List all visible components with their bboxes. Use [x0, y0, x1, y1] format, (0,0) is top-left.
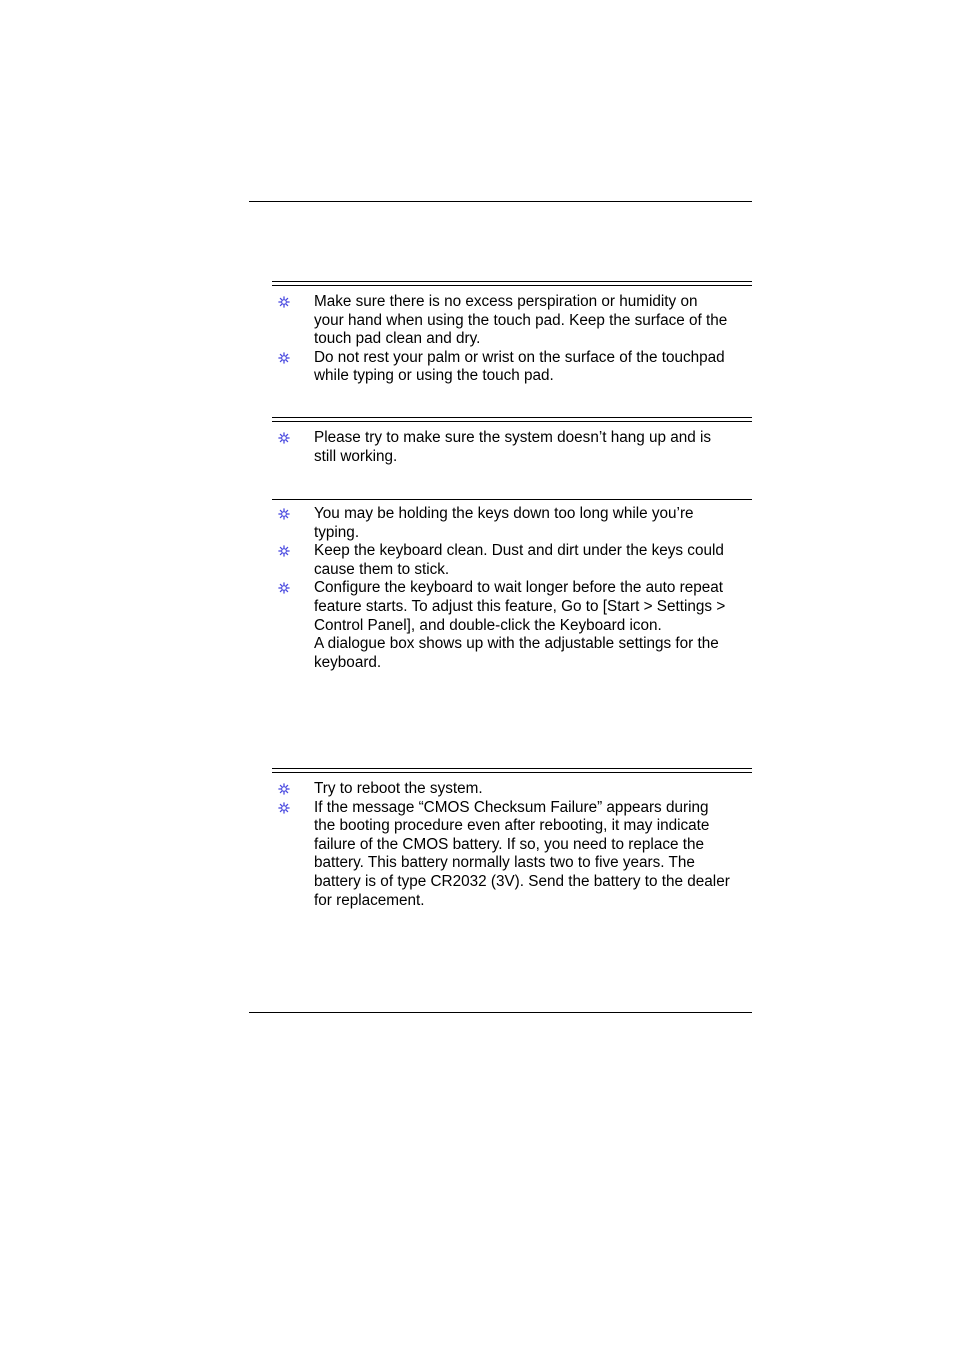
item-line: Make sure there is no excess perspiration or humidity on: [314, 293, 698, 310]
page-footer-rule: [249, 1012, 752, 1013]
bullet-list: [272, 780, 752, 910]
bullet-list: [272, 505, 752, 672]
asterisk-bullet-icon: [277, 431, 291, 445]
asterisk-bullet-icon: [277, 782, 291, 796]
list-item: [272, 293, 752, 349]
item-line: feature starts. To adjust this feature, Go to [Start > Settings >: [314, 597, 726, 615]
list-item: [272, 505, 752, 542]
section-divider: [272, 281, 752, 286]
list-item: [272, 429, 752, 466]
item-line: still working.: [314, 447, 398, 465]
touchpad-section: [272, 281, 752, 386]
item-line: the booting procedure even after rebooting, it may indicate: [314, 817, 710, 835]
item-line: keyboard.: [314, 653, 382, 671]
cmos-section: [272, 768, 752, 910]
keyboard-section: [272, 499, 752, 672]
system-hang-section: [272, 417, 752, 466]
item-line: Please try to make sure the system doesn’t hang up and is: [314, 429, 712, 446]
asterisk-bullet-icon: [277, 801, 291, 815]
bullet-list: [272, 429, 752, 466]
item-line: failure of the CMOS battery. If so, you need to replace the: [314, 835, 704, 853]
item-line: Configure the keyboard to wait longer before the auto repeat: [314, 579, 724, 597]
asterisk-bullet-icon: [277, 544, 291, 558]
asterisk-bullet-icon: [277, 351, 291, 365]
list-item: [272, 542, 752, 579]
item-line: typing.: [314, 523, 360, 541]
item-line: A dialogue box shows up with the adjustable settings for the: [314, 635, 719, 653]
asterisk-bullet-icon: [277, 507, 291, 521]
item-line: while typing or using the touch pad.: [314, 367, 554, 385]
item-line: battery. This battery normally lasts two to five years. The: [314, 854, 695, 872]
item-line: your hand when using the touch pad. Keep the surface of the: [314, 311, 728, 329]
list-item: [272, 780, 752, 799]
asterisk-bullet-icon: [277, 581, 291, 595]
item-line: battery is of type CR2032 (3V). Send the battery to the dealer: [314, 872, 730, 890]
item-line: for replacement.: [314, 891, 425, 909]
item-line: Control Panel], and double-click the Keyboard icon.: [314, 616, 662, 634]
item-line: Keep the keyboard clean. Dust and dirt under the keys could: [314, 542, 724, 560]
list-item: [272, 349, 752, 386]
item-line: Try to reboot the system.: [314, 780, 483, 797]
page-header-rule: [249, 201, 752, 202]
item-line: Do not rest your palm or wrist on the surface of the touchpad: [314, 348, 725, 366]
item-line: You may be holding the keys down too long while you’re: [314, 505, 694, 522]
item-line: cause them to stick.: [314, 560, 450, 578]
item-line: If the message “CMOS Checksum Failure” appears during: [314, 798, 709, 816]
item-line: touch pad clean and dry.: [314, 330, 481, 348]
asterisk-bullet-icon: [277, 295, 291, 309]
list-item: [272, 799, 752, 911]
section-divider: [272, 417, 752, 422]
list-item: [272, 579, 752, 672]
section-divider: [272, 499, 752, 500]
bullet-list: [272, 293, 752, 386]
section-divider: [272, 768, 752, 773]
